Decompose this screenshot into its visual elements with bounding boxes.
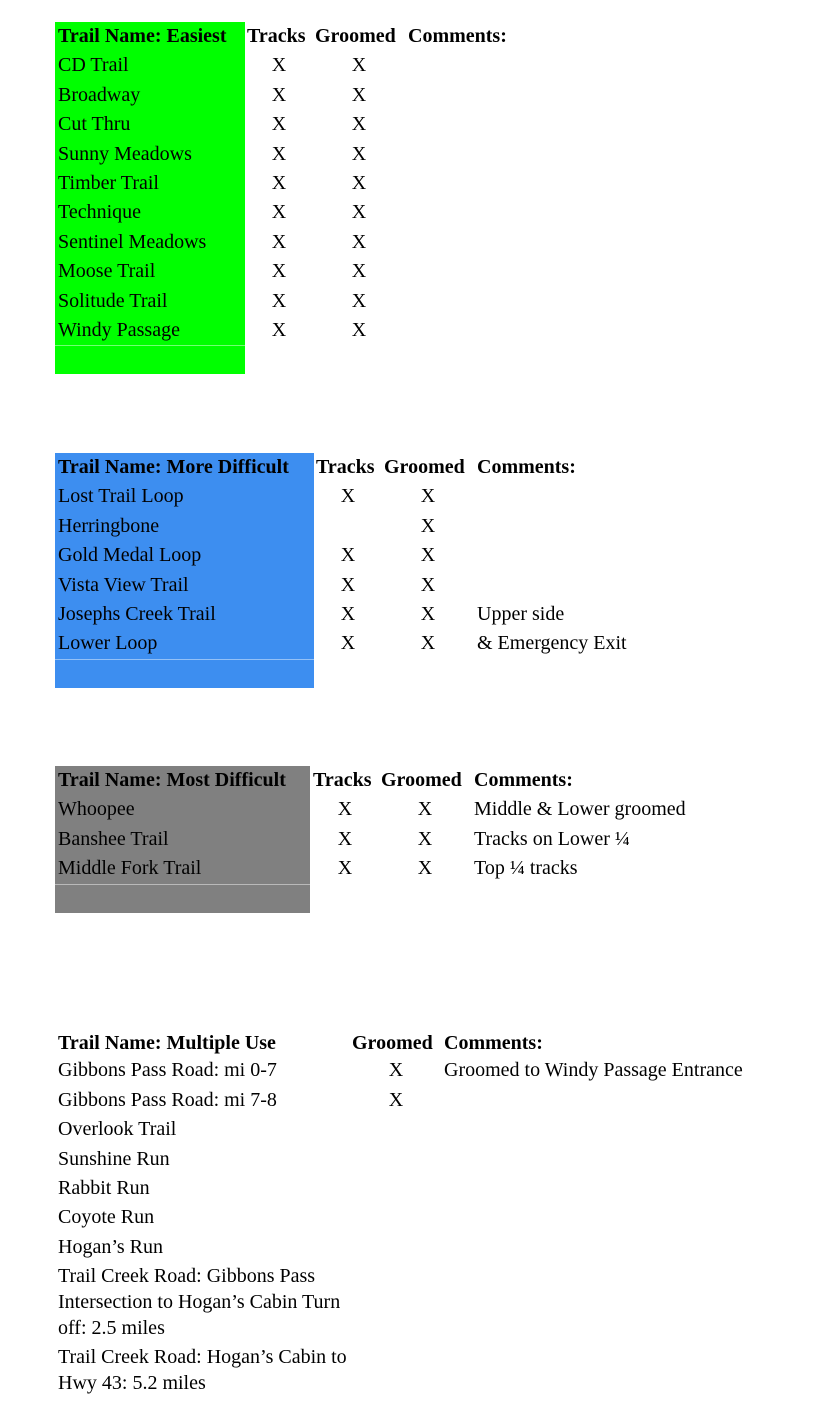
- most-difficult-name-header: Trail Name: Most Difficult: [55, 766, 310, 796]
- groomed-mark: X: [417, 827, 433, 850]
- tracks-mark: X: [337, 798, 353, 821]
- tracks-mark: X: [271, 54, 287, 77]
- trail-name: Hogan’s Run: [58, 1235, 163, 1258]
- multiple-use-name-header: Trail Name: Multiple Use: [58, 1032, 276, 1054]
- easiest-comments-header: Comments:: [408, 25, 507, 47]
- tracks-mark: X: [337, 857, 353, 880]
- tracks-mark: X: [340, 602, 356, 625]
- trail-row: [55, 1117, 795, 1143]
- groomed-mark: X: [351, 83, 367, 106]
- trail-row: [55, 1058, 795, 1084]
- tracks-mark: X: [271, 318, 287, 341]
- multiple-use-header-row: [55, 1029, 795, 1058]
- more-difficult-header-row: [55, 453, 695, 482]
- trail-row: [55, 198, 615, 227]
- trail-row: [55, 629, 695, 658]
- groomed-mark: X: [420, 485, 436, 508]
- most-difficult-rows: [55, 795, 755, 883]
- trail-row: [55, 1088, 795, 1114]
- easiest-name-header: Trail Name: Easiest: [55, 22, 245, 52]
- trail-name: Overlook Trail: [58, 1118, 177, 1141]
- trail-name: Vista View Trail: [55, 571, 314, 601]
- tracks-mark: X: [340, 485, 356, 508]
- multiple-use-comments-header: Comments:: [444, 1032, 543, 1054]
- tracks-mark: X: [340, 544, 356, 567]
- tracks-mark: X: [340, 573, 356, 596]
- easiest-header-row: [55, 22, 615, 51]
- trail-comment: & Emergency Exit: [477, 632, 627, 655]
- trail-name: Broadway: [55, 81, 245, 111]
- groomed-mark: X: [417, 857, 433, 880]
- easiest-trails-table: [55, 22, 615, 374]
- groomed-mark: X: [420, 544, 436, 567]
- most-difficult-trails-table: [55, 766, 755, 913]
- easiest-filler: [55, 345, 245, 374]
- trail-row: [55, 571, 695, 600]
- trail-row: [55, 51, 615, 80]
- trail-name: Gibbons Pass Road: mi 7-8: [58, 1088, 277, 1111]
- trail-row: [55, 600, 695, 629]
- groomed-mark: X: [417, 798, 433, 821]
- trail-row: [55, 81, 615, 110]
- trail-name: Lost Trail Loop: [55, 482, 314, 512]
- trail-name: Solitude Trail: [55, 287, 245, 317]
- groomed-mark: X: [351, 289, 367, 312]
- easiest-groomed-header: Groomed: [315, 25, 396, 47]
- multiple-use-groomed-header: Groomed: [352, 1032, 433, 1054]
- tracks-mark: X: [271, 113, 287, 136]
- easiest-tracks-header: Tracks: [247, 25, 306, 47]
- trail-comment: Upper side: [477, 602, 565, 625]
- more-difficult-filler: [55, 659, 314, 688]
- trail-row: [55, 825, 755, 854]
- tracks-mark: X: [271, 171, 287, 194]
- trail-name: Windy Passage: [55, 316, 245, 346]
- more-difficult-name-header: Trail Name: More Difficult: [55, 453, 314, 483]
- groomed-mark: X: [351, 318, 367, 341]
- tracks-mark: X: [271, 83, 287, 106]
- trail-name: Lower Loop: [55, 629, 314, 659]
- trail-row: [55, 140, 615, 169]
- groomed-mark: X: [351, 113, 367, 136]
- groomed-mark: X: [351, 230, 367, 253]
- trail-row: [55, 1345, 795, 1397]
- trail-name: Cut Thru: [55, 110, 245, 140]
- tracks-mark: X: [340, 632, 356, 655]
- trail-comment: Tracks on Lower ¼: [474, 827, 630, 850]
- trail-row: [55, 482, 695, 511]
- trail-name: Sentinel Meadows: [55, 228, 245, 258]
- most-difficult-comments-header: Comments:: [474, 769, 573, 791]
- more-difficult-trails-table: [55, 453, 695, 688]
- groomed-mark: X: [388, 1088, 404, 1111]
- most-difficult-tracks-header: Tracks: [313, 769, 372, 791]
- trail-row: [55, 1264, 795, 1341]
- trail-name: Coyote Run: [58, 1206, 155, 1229]
- trail-name: Trail Creek Road: Gibbons Pass Intersection to Hogan’s Cabin Turn off: 2.5 miles: [58, 1265, 341, 1339]
- trail-name: Technique: [55, 198, 245, 228]
- more-difficult-comments-header: Comments:: [477, 456, 576, 478]
- trail-row: [55, 287, 615, 316]
- easiest-rows: [55, 51, 615, 345]
- groomed-mark: X: [351, 260, 367, 283]
- trail-row: [55, 316, 615, 345]
- trail-name: Rabbit Run: [58, 1176, 150, 1199]
- groomed-mark: X: [351, 54, 367, 77]
- trail-name: Middle Fork Trail: [55, 854, 310, 884]
- tracks-mark: X: [271, 260, 287, 283]
- trail-row: [55, 1205, 795, 1231]
- trail-name: Gibbons Pass Road: mi 0-7: [58, 1059, 277, 1082]
- trail-name: Banshee Trail: [55, 825, 310, 855]
- more-difficult-groomed-header: Groomed: [384, 456, 465, 478]
- trail-comment: Groomed to Windy Passage Entrance: [444, 1059, 743, 1082]
- trail-row: [55, 169, 615, 198]
- trail-comment: Middle & Lower groomed: [474, 798, 686, 821]
- multiple-use-trails-table: [55, 1029, 795, 1400]
- trail-row: [55, 1147, 795, 1173]
- trail-comment: Top ¼ tracks: [474, 857, 578, 880]
- trail-row: [55, 512, 695, 541]
- trail-row: [55, 257, 615, 286]
- more-difficult-rows: [55, 482, 695, 658]
- trail-name: CD Trail: [55, 51, 245, 81]
- trail-row: [55, 110, 615, 139]
- trail-row: [55, 1235, 795, 1261]
- most-difficult-header-row: [55, 766, 755, 795]
- most-difficult-groomed-header: Groomed: [381, 769, 462, 791]
- trail-name: Moose Trail: [55, 257, 245, 287]
- groomed-mark: X: [420, 514, 436, 537]
- most-difficult-filler: [55, 884, 310, 913]
- trail-name: Trail Creek Road: Hogan’s Cabin to Hwy 43: 5.2 miles: [58, 1346, 347, 1394]
- trail-name: Gold Medal Loop: [55, 541, 314, 571]
- multiple-use-rows: [55, 1058, 795, 1396]
- groomed-mark: X: [351, 171, 367, 194]
- groomed-mark: X: [420, 632, 436, 655]
- tracks-mark: X: [271, 289, 287, 312]
- groomed-mark: X: [420, 573, 436, 596]
- trail-name: Sunny Meadows: [55, 140, 245, 170]
- groomed-mark: X: [351, 201, 367, 224]
- more-difficult-tracks-header: Tracks: [316, 456, 375, 478]
- trail-row: [55, 541, 695, 570]
- tracks-mark: X: [271, 201, 287, 224]
- trail-name: Timber Trail: [55, 169, 245, 199]
- tracks-mark: X: [271, 230, 287, 253]
- trail-row: [55, 854, 755, 883]
- trail-name: Herringbone: [55, 512, 314, 542]
- tracks-mark: X: [271, 142, 287, 165]
- tracks-mark: X: [337, 827, 353, 850]
- groomed-mark: X: [351, 142, 367, 165]
- groomed-mark: X: [388, 1059, 404, 1082]
- trail-name: Sunshine Run: [58, 1147, 170, 1170]
- trail-row: [55, 228, 615, 257]
- trail-row: [55, 1176, 795, 1202]
- groomed-mark: X: [420, 602, 436, 625]
- trail-name: Whoopee: [55, 795, 310, 825]
- trail-name: Josephs Creek Trail: [55, 600, 314, 630]
- trail-row: [55, 795, 755, 824]
